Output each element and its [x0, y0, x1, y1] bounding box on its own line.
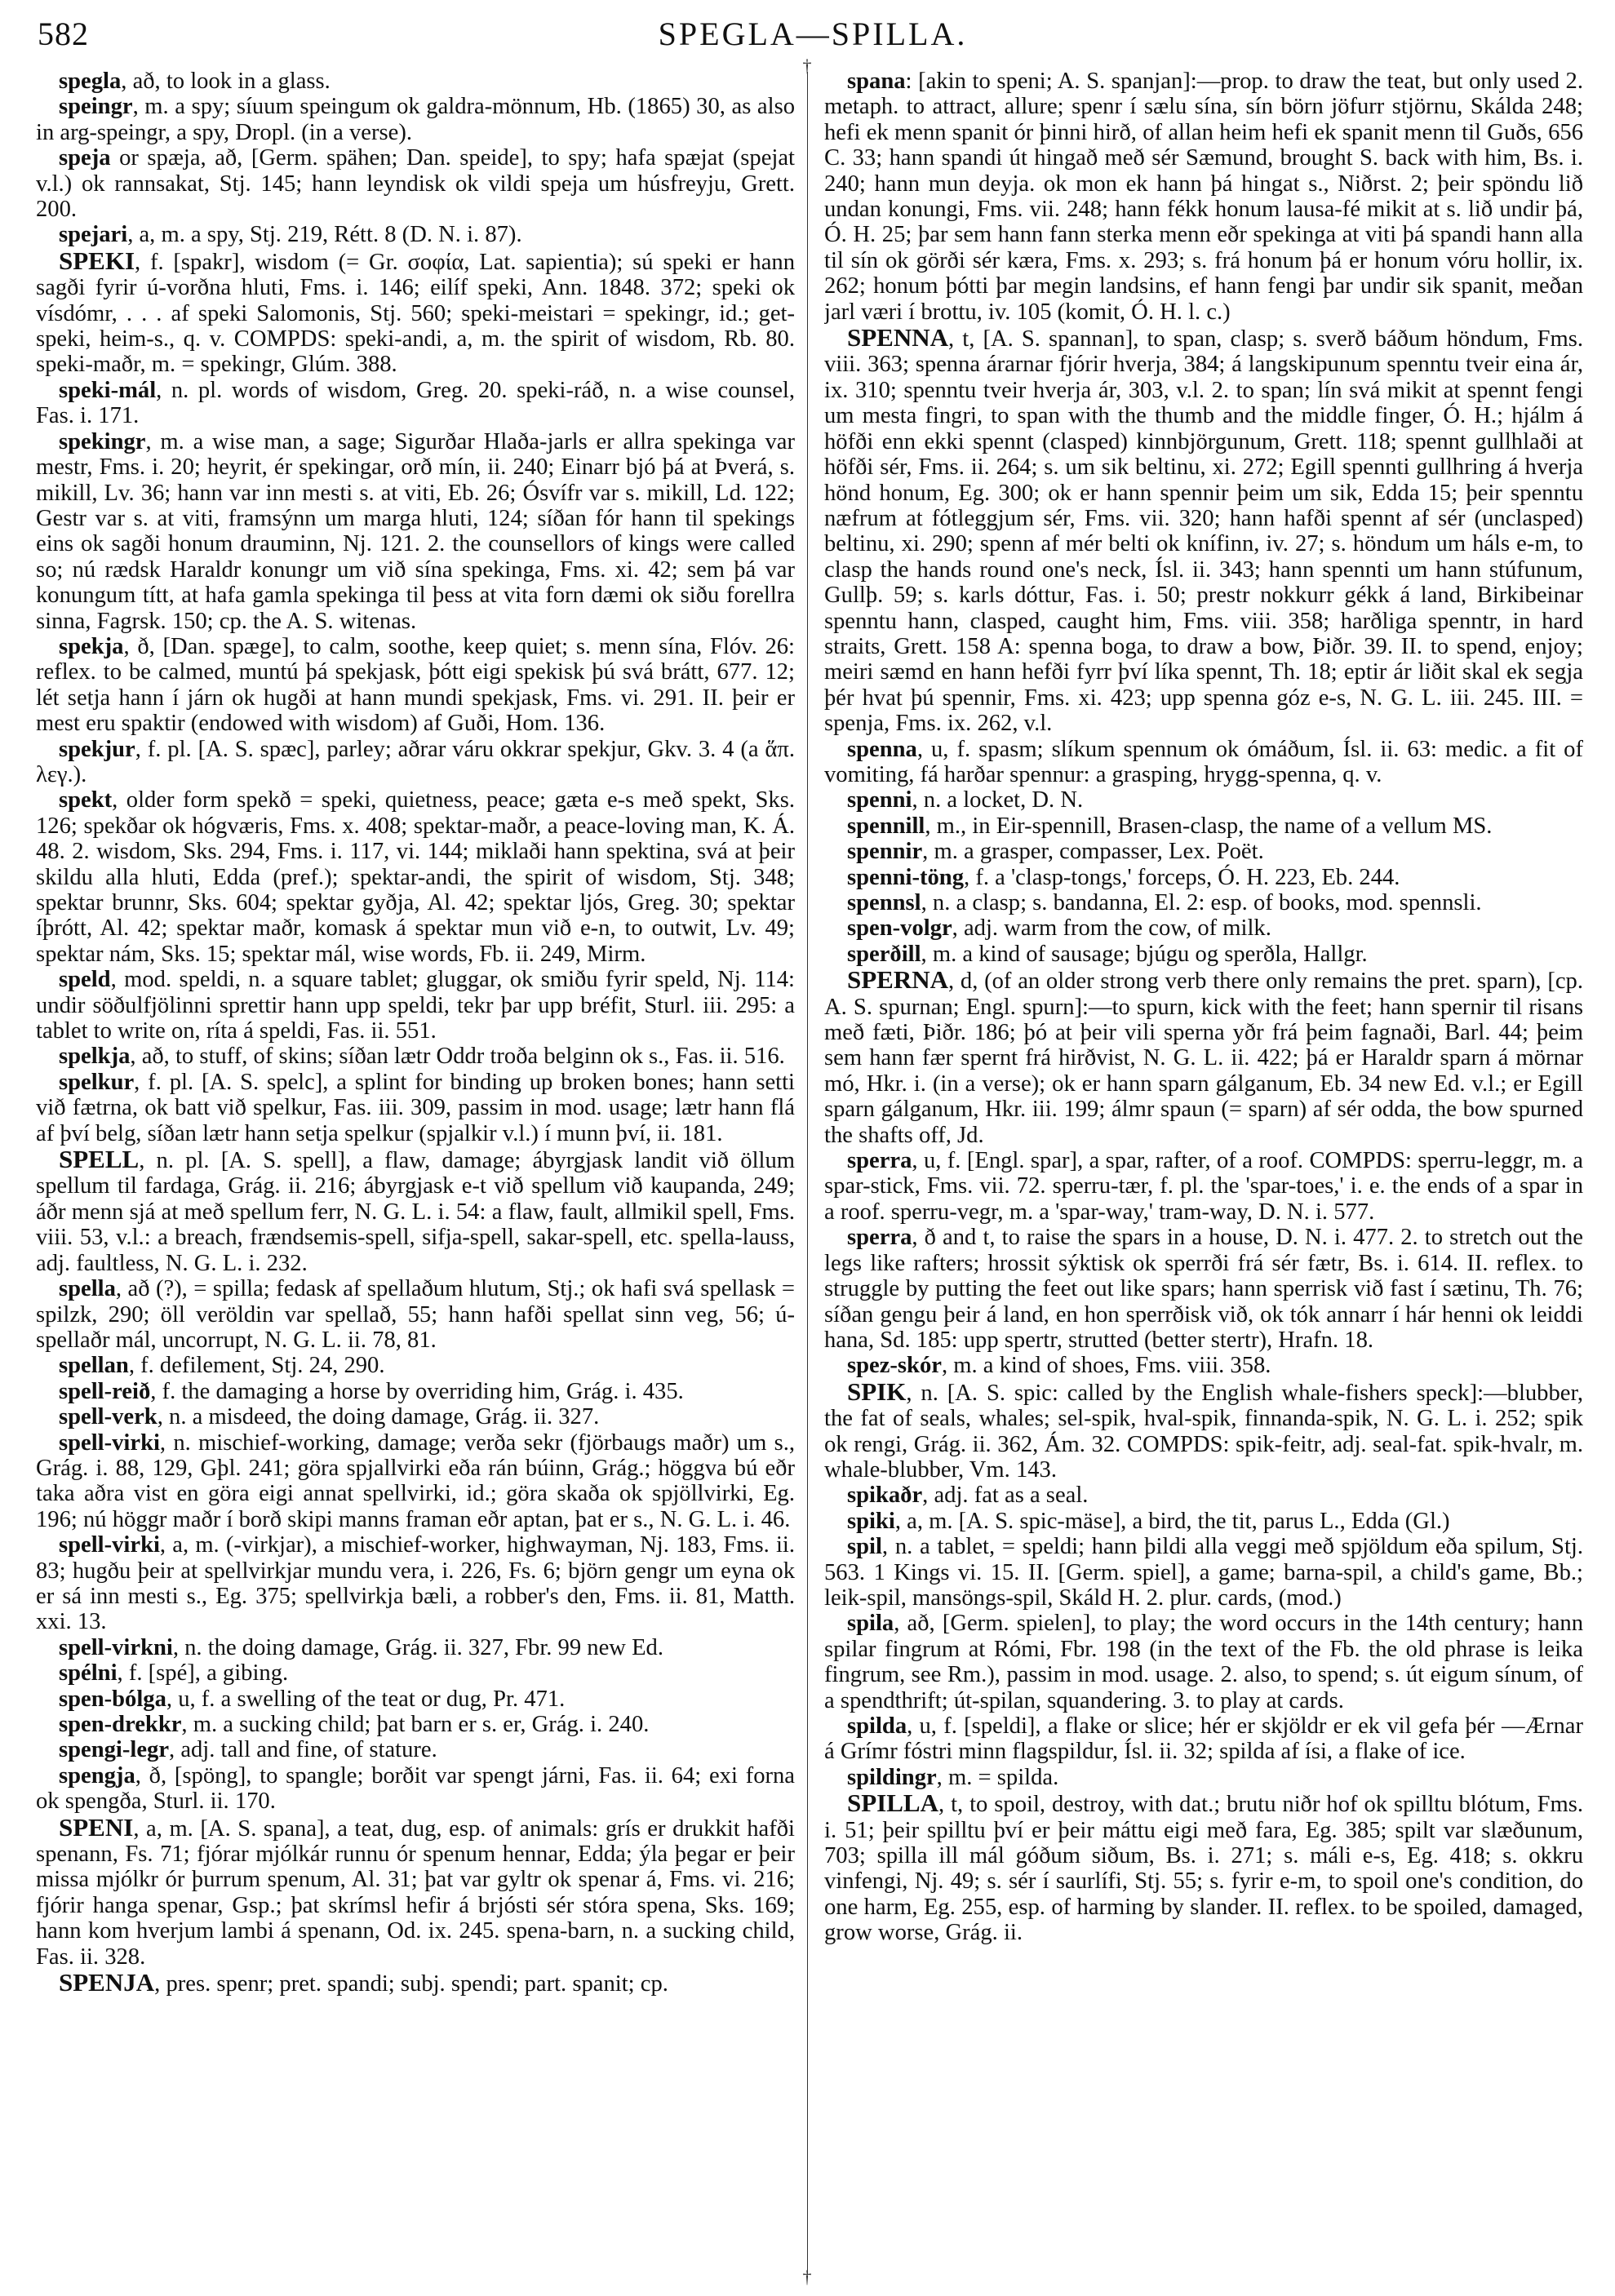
entry-headword: spennsl — [847, 890, 921, 915]
entry-headword: spelkur — [59, 1069, 135, 1095]
dictionary-entry — [824, 1713, 1583, 1765]
entry-headword: spejari — [59, 222, 128, 248]
entry-definition: , m. a kind of sausage; bjúgu og sperðla, Hallgr. — [921, 941, 1368, 967]
dictionary-entry — [36, 69, 795, 94]
dictionary-entry — [36, 1737, 795, 1762]
entry-definition: , pres. spenr; pret. spandi; subj. spendi; part. spanit; cp. — [154, 1971, 668, 1997]
dictionary-entry — [36, 967, 795, 1044]
entry-definition: , f. a 'clasp-tongs,' forceps, Ó. H. 223, Eb. 244. — [964, 864, 1400, 890]
entry-definition: , u, f. spasm; slíkum spennum ok ómáðum, Ísl. ii. 63: medic. a fit of vomiting, fá harðar spennur: a grasping, hrygg-spenna, q. v. — [824, 736, 1583, 787]
entry-headword: spil — [847, 1534, 882, 1560]
entry-headword: spekjur — [59, 736, 135, 762]
entry-headword: speja — [59, 145, 111, 171]
entry-headword: SPILLA — [847, 1788, 938, 1818]
entry-definition: , að, to look in a glass. — [121, 69, 331, 94]
entry-definition: , ð, [spöng], to spangle; borðit var spengt járni, Fas. ii. 64; exi forna ok spengða, Sturl. ii. 170. — [36, 1762, 795, 1815]
dictionary-entry — [824, 1483, 1583, 1508]
entry-definition: , n. a locket, D. N. — [912, 787, 1084, 813]
entry-headword: SPIK — [847, 1376, 907, 1406]
entry-definition: , n. the doing damage, Grág. ii. 327, Fbr. 99 new Ed. — [172, 1634, 663, 1660]
dictionary-entry — [36, 787, 795, 967]
entry-definition: , adj. warm from the cow, of milk. — [952, 915, 1271, 942]
entry-headword: spenni-töng — [847, 864, 965, 890]
entry-definition: , ð and t, to raise the spars in a house, D. N. i. 477. 2. to stretch out the legs like rafters; hrossit sýktisk ok sperrði frá sér fætr, Bs. i. 614. II. reflex. to struggle by putting the feet out like spars; hann sperrisk við fast í sætinu, Th. 76; síðan gengu þeir á land, en hon sperrðisk við, ok tók annarr í hár henni ok leiddi hana, Sd. 185: upp spertr, strutted (better stertr), Hrafn. 18. — [824, 1225, 1583, 1353]
entry-definition: , ð, [Dan. spæge], to calm, soothe, keep quiet; s. menn sína, Flóv. 26: reflex. to be calmed, muntú þá spekjask, þótt eigi spekisk þú svá brátt, 677. 12; lét setja hann í járn ok hugði at hann mundi spekjask, Fms. vi. 291. II. þeir er mest eru spaktir (endowed with wisdom) af Guði, Hom. 136. — [36, 633, 795, 737]
entry-headword: spell-virki — [59, 1429, 160, 1456]
entry-headword: spengja — [59, 1762, 135, 1788]
entry-definition: , að (?), = spilla; fedask af spellaðum hlutum, Stj.; ok hafi svá spellask = spilzk, 290; öll veröldin var spellað, 55; hann hafði spellat sinn veg, 56; ú-spellaðr mál, uncorrupt, N. G. L. ii. 78, 81. — [36, 1276, 795, 1353]
dictionary-entry — [36, 1712, 795, 1737]
entry-headword: SPENI — [59, 1812, 134, 1842]
entry-headword: speld — [59, 967, 111, 993]
dictionary-entry — [824, 813, 1583, 839]
dictionary-entry — [36, 1379, 795, 1404]
entry-definition: , mod. speldi, n. a square tablet; gluggar, ok smiðu fyrir speld, Nj. 114: undir söðulfjölinni sprettir hann upp speldi, tekr þar upp bréfit, Sturl. iii. 295: a tablet to write on, ríta á speldi, Fas. ii. 551. — [36, 967, 795, 1044]
dictionary-entry — [36, 1276, 795, 1353]
entry-definition: , n. [A. S. spic: called by the English whale-fishers speck]:—blubber, the fat of seals, whales; sel-spik, hval-spik, finnanda-spik, N. G. L. i. 252; spik ok rengi, Grág. ii. 362, Ám. 32. COMPDS: spik-feitr, adj. seal-fat. spik-hvalr, m. whale-blubber, Vm. 143. — [824, 1380, 1583, 1483]
dictionary-entry — [36, 737, 795, 788]
entry-headword: spen-drekkr — [59, 1712, 182, 1737]
dictionary-entry — [824, 1790, 1583, 1945]
dictionary-entry — [36, 1070, 795, 1146]
entry-definition: , u, f. [Engl. spar], a spar, rafter, of a roof. COMPDS: sperru-leggr, m. a spar-stick, Fms. vii. 72. sperru-tær, f. pl. the 'spar-toes,' i. e. the ends of a spar in a roof. sperru-vegr, m. a 'spar-way,' tram-way, D. N. i. 577. — [824, 1148, 1583, 1225]
entry-headword: spildingr — [847, 1764, 937, 1790]
entry-definition: , older form spekð = speki, quietness, peace; gæta e-s með spekt, Sks. 126; spekðar ok hógværis, Fms. x. 408; spektar-maðr, a peace-loving man, K. Á. 48. 2. wisdom, Sks. 294, Fms. i. 117, vi. 144; miklaði hann spektina, svá at þeir skildu alla hluti, Edda (pref.); spektar-andi, the spirit of wisdom, Stj. 348; spektar brunnr, Sks. 604; spektar gyðja, Al. 42; spektar ljós, Greg. 30; spektar íþrótt, Al. 42; spektar maðr, komask á spektar mun við e-n, to outwit, Lv. 49; spektar nám, Sks. 15; spektar mál, wise words, Fb. ii. 249, Mirm. — [36, 787, 795, 967]
entry-headword: spennill — [847, 813, 925, 839]
dictionary-entry — [36, 1404, 795, 1429]
dictionary-entry — [36, 634, 795, 737]
entry-headword: spekingr — [59, 428, 146, 454]
column-rule — [807, 72, 808, 2275]
entry-definition: , t, to spoil, destroy, with dat.; brutu niðr hof ok spilltu blótum, Fms. i. 51; þeir spilltu því er þeir máttu eigi með fara, Eg. 385; spilt var slæðunum, 703; spilla ill mál góðum siðum, Bs. i. 271; s. máli e-s, Eg. 418; s. okkru vinfengi, Nj. 49; s. sér í saurlífi, Stj. 55; s. fyrir e-m, to spoil one's condition, do one harm, Eg. 255, esp. of harming by slander. II. reflex. to be spoiled, damaged, grow worse, Grág. ii. — [824, 1792, 1583, 1946]
dictionary-entry — [36, 378, 795, 429]
dictionary-entry — [36, 1635, 795, 1660]
entry-definition: , m. = spilda. — [936, 1764, 1059, 1790]
entry-definition: , n. mischief-working, damage; verða sekr (fjörbaugs maðr) um s., Grág. i. 88, 129, Gþl. 241; göra spjallvirki eða rán búinn, Grág.; höggva bú eðr taka aðra vist en göra eigi annat spellvirki, id.; göra skaða ok spjöllvirki, Eg. 196; nú höggr maðr í borð skipi manns framan eðr aptan, þat er s., N. G. L. i. 46. — [36, 1429, 795, 1532]
entry-headword: sperra — [847, 1225, 912, 1251]
dictionary-entry — [36, 1146, 795, 1276]
entry-definition: , a, m. [A. S. spana], a teat, dug, esp. of animals: grís er drukkit hafði spenann, Fs. 71; fjórar mjólkár runnu ór spenum hennar, Edda; ýla þegar er þeir missa mjólkr ór þurrum spenum, Al. 31; þat var gyltr ok spenar á, Fms. vi. 216; fjórir hanga spenar, Gsp.; þat skrímsl hefir á brjósti sér stóra spena, Sks. 169; hann kom hverjum lambi á spenann, Od. ix. 245. spena-barn, n. a sucking child, Fas. ii. 328. — [36, 1815, 795, 1970]
entry-headword: SPENNA — [847, 323, 949, 352]
entry-definition: , adj. tall and fine, of stature. — [169, 1737, 437, 1763]
dictionary-entry — [824, 1765, 1583, 1790]
entry-headword: spegla — [59, 69, 122, 94]
entry-definition: , u, f. [speldi], a flake or slice; hér er skjöldr er ek vil gefa þér —Ærnar á Grímr fóstri minn flagspildur, Ísl. ii. 32; spilda af ísi, a flake of ice. — [824, 1713, 1583, 1765]
dictionary-entry — [824, 1509, 1583, 1534]
entry-headword: SPERNA — [847, 965, 949, 995]
entry-headword: spekja — [59, 633, 124, 659]
dictionary-entry — [36, 94, 795, 145]
entry-headword: sperðill — [847, 941, 921, 967]
entry-definition: , a, m. a spy, Stj. 219, Rétt. 8 (D. N. i. 87). — [127, 222, 522, 248]
dictionary-entry — [36, 248, 795, 378]
entry-headword: spell-virkni — [59, 1634, 173, 1660]
entry-definition: , m. a spy; síuum speingum ok galdra-mönnum, Hb. (1865) 30, as also in arg-speingr, a spy, Dropl. (in a verse). — [36, 94, 795, 145]
entry-headword: spen-volgr — [847, 915, 952, 942]
entry-definition: , f. defilement, Stj. 24, 290. — [128, 1353, 385, 1379]
dictionary-entry — [824, 1534, 1583, 1611]
entry-headword: spen-bólga — [59, 1686, 166, 1712]
entry-definition: , adj. fat as a seal. — [922, 1483, 1089, 1509]
entry-headword: SPELL — [59, 1145, 140, 1174]
dictionary-entry — [824, 890, 1583, 915]
dictionary-entry — [824, 69, 1583, 325]
dictionary-entry — [36, 429, 795, 634]
dictionary-entry — [36, 1353, 795, 1378]
dictionary-entry — [824, 1148, 1583, 1225]
entry-definition: , n. pl. words of wisdom, Greg. 20. speki-ráð, n. a wise counsel, Fas. i. 171. — [36, 377, 795, 429]
dictionary-entry — [824, 967, 1583, 1148]
entry-headword: spell-reið — [59, 1378, 151, 1404]
entry-definition: , f. pl. [A. S. spelc], a splint for binding up broken bones; hann setti við fætrna, ok batt við spelkur, Fas. iii. 309, passim in mod. usage; lætr hann flá af því belg, síðan lætr hann setja spelkur (spjalkir v.l.) í munn því, ii. 181. — [36, 1069, 795, 1146]
column-rule-ornament-bottom: † — [802, 2267, 812, 2287]
dictionary-entry — [824, 1353, 1583, 1378]
entry-headword: spell-verk — [59, 1404, 158, 1430]
entry-definition: , t, [A. S. spannan], to span, clasp; s. sverð báðum höndum, Fms. viii. 363; spenna árarnar fjórir hverja, 384; á langskipunum spenntu tveir eina ár, ix. 310; spenntu tveir hverja ár, 303, v.l. 2. to span; lín svá mikit at spennt fengi um mesta fingri, to span with the thumb and the middle finger, Ó. H.; hjálm á höfði enn ekki spennt (clasped) kinnbjörgunum, Grett. 118; spennt gullhlaði at höfði sér, Fms. ii. 264; s. um sik beltinu, xi. 272; Egill spennti gullhring á hverja hönd honum, Eg. 300; ok er hann spennir þeim um sik, Edda 15; þeir spenntu næfrum at fótleggjum sér, Fms. vii. 320; hann hafði spennt af sér (unclasped) beltinu, xi. 290; spenn af mér belti ok knífinn, iv. 27; s. höndum um háls e-m, to clasp the hands round one's neck, Ísl. ii. 343; hann spennti um hann stúfunum, Gullþ. 59; s. karls dóttur, Fas. i. 50; prestr nokkurr gékk á land, Birkibeinar spenntu hann, clasped, caught him, Fms. viii. 358; harðliga spenntr, in hard straits, Grett. 158 A: spenna boga, to draw a bow, Þiðr. 39. II. to spend, enjoy; meiri sæmd en hann hefði fyrr því líka spennt, Th. 18; eptir ár liðit skal ek segja þér hvat þú spennir, Fms. xi. 423; upp spenna góz e-s, N. G. L. iii. 245. III. = spenja, Fms. ix. 262, v.l. — [824, 326, 1583, 737]
dictionary-entry — [36, 1430, 795, 1533]
dictionary-entry — [36, 1970, 795, 1997]
dictionary-entry — [36, 1812, 795, 1970]
entry-definition: , n. a misdeed, the doing damage, Grág. ii. 327. — [157, 1404, 600, 1430]
dictionary-entry — [824, 1611, 1583, 1713]
entry-definition: , f. the damaging a horse by overriding him, Grág. i. 435. — [150, 1378, 684, 1404]
dictionary-entry — [36, 1660, 795, 1686]
entry-headword: spélni — [59, 1660, 118, 1687]
entry-definition: , f. [spakr], wisdom (= Gr. σοφία, Lat. sapientia); sú speki er hann sagði fyrir ú-vorðna hluti, Fms. i. 146; eilíf speki, Ann. 1848. 372; speki ok vísdómr, . . . af speki Salomonis, Stj. 560; speki-meistari = spekingr, id.; get-speki, heim-s., q. v. COMPDS: speki-andi, a, m. the spirit of wisdom, Rb. 80. speki-maðr, m. = spekingr, Glúm. 388. — [36, 249, 795, 378]
dictionary-entry — [824, 942, 1583, 967]
entry-headword: spella — [59, 1276, 116, 1302]
dictionary-entry — [824, 839, 1583, 864]
entry-headword: spana — [847, 69, 906, 94]
column-rule-ornament-top: † — [802, 55, 812, 76]
entry-definition: , a, m. (-virkjar), a mischief-worker, highwayman, Nj. 183, Fms. ii. 83; hugðu þeir at spellvirkjar mundu vera, i. 226, Fs. 6; björn gengr um eyna ok er sá inn mesti s., Eg. 375; spellvirkja bæli, a robber's den, Fms. ii. 81, Matth. xxi. 13. — [36, 1532, 795, 1635]
left-column — [36, 69, 795, 2272]
entry-headword: spenna — [847, 736, 917, 762]
entry-definition: : [akin to speni; A. S. spanjan]:—prop. to draw the teat, but only used 2. metaph. to attract, allure; spenr í sælu sína, sín börn jöfurr stjörnu, Skálda 248; hefi ek menn spanit ór þinni hirð, of allan heim hefi ek spanit menn til Guðs, 656 C. 33; hann spandi út hingað með sér Sæmund, brought S. back with him, Bs. i. 240; hann mun deyja. ok mon ek hann þá hingat s., Niðrst. 2; þeir spöndu lið undan konungi, Fms. vii. 248; hann fékk honum lausa-fé mikit at s. lið undir þá, Ó. H. 25; þar sem hann fann sterka menn eðr spekinga at viti þá spandi hann alla til sín ok görði sér kæra, Fms. x. 293; s. frá honum þá er honum vóru hollir, ix. 262; honum þótti þar megin landsins, ef hann fengi þar undir sik spanit, meðan jarl væri í brottu, iv. 105 (komit, Ó. H. l. c.) — [824, 69, 1583, 325]
dictionary-entry — [36, 145, 795, 222]
entry-definition: , að, [Germ. spielen], to play; the word occurs in the 14th century; hann spilar fingrum at Rómi, Fbr. 198 (in the text of the Fb. the old phrase is leika fingrum, see Rm.), passim in mod. usage. 2. also, to spend; s. út eigum sínum, of a spendthrift; út-spilan, squandering. 3. to play at cards. — [824, 1611, 1583, 1713]
right-column — [824, 69, 1583, 2272]
entry-definition: , að, to stuff, of skins; síðan lætr Oddr troða belginn ok s., Fas. ii. 516. — [130, 1044, 785, 1070]
entry-headword: speki-mál — [59, 377, 157, 403]
dictionary-entry — [36, 222, 795, 247]
entry-headword: spelkja — [59, 1044, 131, 1070]
entry-headword: spellan — [59, 1353, 129, 1379]
entry-headword: spila — [847, 1611, 894, 1637]
entry-definition: , f. [spé], a gibing. — [117, 1660, 289, 1687]
dictionary-entry — [824, 915, 1583, 941]
dictionary-entry — [36, 1763, 795, 1815]
entry-headword: spiki — [847, 1508, 895, 1534]
entry-definition: , n. pl. [A. S. spell], a flaw, damage; ábyrgjask landit við öllum spellum til fardaga, Grág. ii. 216; ábyrgjask e-t við spellum við kaupanda, 249; áðr menn sjá at með spellum ferr, N. G. L. i. 54: a flaw, fault, allmikil spell, Fms. viii. 53, v.l.: a breach, frændsemis-spell, sifja-spell, sakar-spell, etc. spella-lauss, adj. faultless, N. G. L. i. 232. — [36, 1148, 795, 1276]
entry-definition: , f. pl. [A. S. spæc], parley; aðrar váru okkrar spekjur, Gkv. 3. 4 (a ἅπ. λεγ.). — [36, 736, 795, 787]
entry-definition: , m. a kind of shoes, Fms. viii. 358. — [941, 1353, 1271, 1379]
entry-headword: spekt — [59, 787, 113, 813]
dictionary-entry — [824, 737, 1583, 788]
entry-headword: speingr — [59, 94, 133, 120]
entry-headword: spilda — [847, 1713, 907, 1739]
dictionary-entry — [36, 1532, 795, 1635]
entry-definition: , n. a clasp; s. bandanna, El. 2: esp. of books, mod. spennsli. — [921, 890, 1482, 915]
dictionary-entry — [824, 787, 1583, 813]
entry-definition: , m. a wise man, a sage; Sigurðar Hlaða-jarls er allra spekinga var mestr, Fms. i. 20; heyrit, ér spekingar, orð mín, ii. 240; Einarr bjó þá at Þverá, s. mikill, Lv. 36; hann var inn mesti s. at viti, Eb. 26; Ósvífr var s. mikill, Ld. 122; Gestr var s. at viti, framsýnn um marga hluti, 124; síðan fór hann til spekings eins ok sagði honum drauminn, Nj. 121. 2. the counsellors of kings were called so; nú rædsk Haraldr konungr um við sína spekinga, Fms. xi. 42; sem þá var konungum títt, at hafa gamla spekinga til þess at vita forn dæmi ok siðu forellra sinna, Fagrsk. 150; cp. the A. S. witenas. — [36, 428, 795, 634]
entry-headword: SPENJA — [59, 1968, 155, 1997]
dictionary-entry — [824, 325, 1583, 737]
entry-headword: spell-virki — [59, 1532, 160, 1558]
dictionary-entry — [824, 1376, 1583, 1483]
page-header — [38, 10, 1588, 59]
entry-headword: spennir — [847, 839, 923, 865]
entry-definition: , m. a sucking child; þat barn er s. er, Grág. i. 240. — [181, 1712, 650, 1737]
entry-headword: spez-skór — [847, 1353, 942, 1379]
entry-definition: , u, f. a swelling of the teat or dug, Pr. 471. — [166, 1686, 566, 1712]
entry-definition: , m., in Eir-spennill, Brasen-clasp, the name of a vellum MS. — [925, 813, 1493, 839]
entry-headword: spengi-legr — [59, 1737, 170, 1763]
dictionary-entry — [824, 1225, 1583, 1353]
entry-definition: , m. a grasper, compasser, Lex. Poët. — [922, 839, 1264, 865]
entry-definition: or spæja, að, [Germ. spähen; Dan. speide], to spy; hafa spæjat (spejat v.l.) ok rannsakat, Stj. 145; hann leyndisk ok vildi speja um húsfreyju, Grett. 200. — [36, 145, 795, 223]
entry-headword: sperra — [847, 1148, 912, 1174]
entry-headword: SPEKI — [59, 246, 135, 275]
running-head: SPEGLA—SPILLA. — [658, 16, 968, 52]
entry-definition: , a, m. [A. S. spic-mäse], a bird, the tit, parus L., Edda (Gl.) — [894, 1508, 1450, 1534]
dictionary-entry — [824, 865, 1583, 890]
page-number: 582 — [38, 16, 89, 52]
entry-headword: spenni — [847, 787, 912, 813]
entry-definition: , d, (of an older strong verb there only remains the pret. sparn), [cp. A. S. spurnan; Engl. spurn]:—to spurn, kick with the feet; hann spernir til risans með fæti, Þiðr. 186; þó at þeir vili sperna yðr frá þeim fagnaði, Barl. 44; þeim sem hann fær spernt frá hirðvist, N. G. L. ii. 422; þá er Haraldr sparn á mörnar mó, Hkr. i. (in a verse); ok er hann sparn gálganum, Eb. 34 new Ed. v.l.; er Egill sparn gálganum, Hkr. iii. 199; álmr spaun (= sparn) af sér odda, the bow spurned the shafts off, Jd. — [824, 968, 1583, 1148]
entry-headword: spikaðr — [847, 1483, 923, 1509]
entry-definition: , n. a tablet, = speldi; hann þildi alla veggi með spjöldum eða spilum, Stj. 563. 1 Kings vi. 15. II. [Germ. spiel], a game; barna-spil, a child's game, Bb.; leik-spil, mansöngs-spil, Skáld H. 2. plur. cards, (mod.) — [824, 1534, 1583, 1611]
dictionary-entry — [36, 1044, 795, 1069]
dictionary-entry — [36, 1687, 795, 1712]
